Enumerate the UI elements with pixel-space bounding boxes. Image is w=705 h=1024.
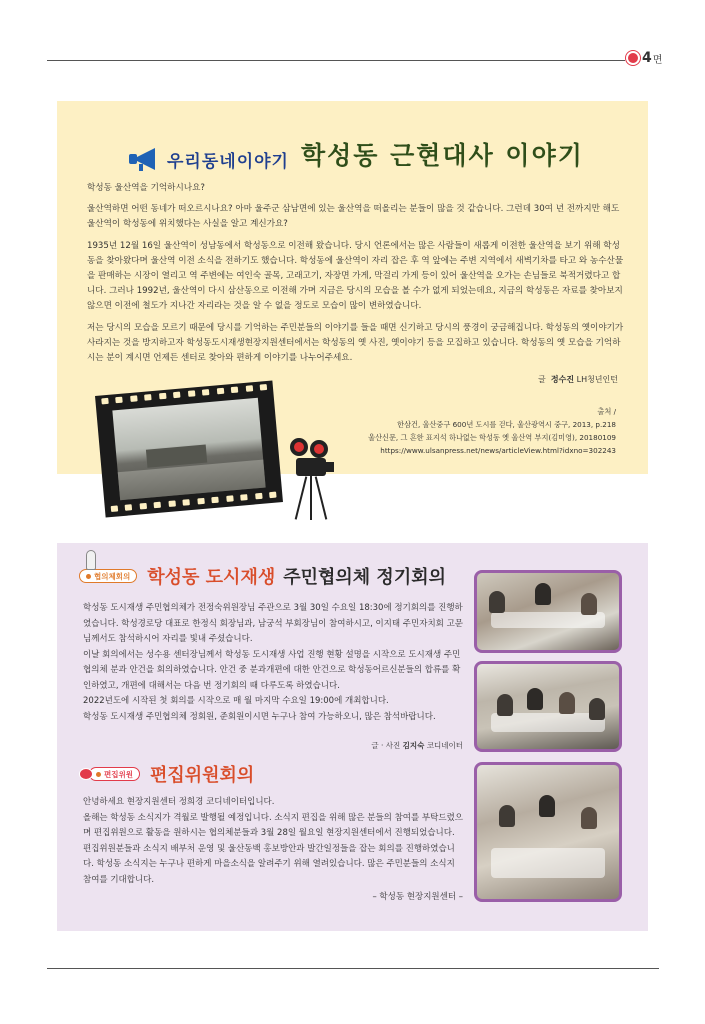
paragraph: 1935년 12월 16일 울산역이 성남동에서 학성동으로 이전해 왔습니다. 당시 언론에서는 많은 사람들이 새롭게 이전한 울산역을 보기 위해 학성동을 찾아왔다며 울산역 이전 소식을 전하기도 했습니다. 학성동에 울산역이 자리 잡은 후 역 앞에는 주변 지역에서 새벽기차를 타고 와 농수산물을 판매하는 시장이 열리고 역 주변에는 여인숙 골목, 고래고기, 자장면 가게, 막걸리 가게 등이 있어 울산역을 오가는 손님들로 북적거렸다고 합니다. 그러나 1992년, 울산역이 다시 삼산동으로 이전해 가며 지금은 당시의 모습을 볼 수가 없게 되었는데요, 지금의 학성동은 자료를 찾아보지 않으면 이전에 철도가 지나간 자리라는 것을 알 수 없을 정도로 모습이 많이 변하였습니다.: [87, 240, 624, 312]
editorial-signature: – 학성동 현장지원센터 –: [372, 892, 463, 902]
old-station-photo: [112, 398, 265, 500]
projector-icon: [288, 438, 338, 520]
paragraph: 2022년도에 시작된 첫 회의를 시작으로 매 월 마지막 수요일 19:00에 개최합니다.: [83, 696, 389, 706]
author-credit: [538, 374, 618, 385]
author-name: 김지숙: [402, 741, 425, 750]
source-title: 출처 /: [597, 407, 616, 416]
paragraph: 올해는 학성동 소식지가 격월로 발행될 예정입니다. 소식지 편집을 위해 많은 분들의 참여를 부탁드렸으며 편집위원으로 활동을 원하시는 협의체분들과 3월 28일 월요일 현장지원센터에서 진행되었습니다. 편집위원분들과 소식지 배부처 운영 및 울산동백 홍보방안과 발간일정들을 잡는 회의를 진행하였습니다. 학성동 소식지는 누구나 편하게 마을소식을 알려주기 위해 열려있습니다. 많은 주민분들의 소식지 참여를 기대합니다.: [83, 812, 463, 885]
paragraph: 안녕하세요 현장지원센터 정희경 코디네이터입니다.: [83, 797, 275, 807]
editorial-body: [83, 795, 463, 888]
page-number-unit: 면: [652, 54, 663, 66]
category-badge: [79, 569, 137, 583]
section-kicker: 우리동네이야기: [167, 152, 289, 172]
author-prefix: 글 · 사진: [371, 741, 401, 750]
mascot-icon: [626, 51, 640, 65]
category-badge: [89, 767, 140, 781]
footer-rule: [47, 968, 659, 969]
editorial-heading: [79, 761, 254, 787]
meeting-heading: [79, 563, 446, 589]
badge-label: 협의체회의: [94, 571, 131, 581]
source-line: 한삼건, 울산중구 600년 도시를 걷다, 울산광역시 중구, 2013, p.218: [397, 420, 616, 429]
meeting-body: [83, 601, 463, 725]
paragraph: 저는 당시의 모습을 모르기 때문에 당시를 기억하는 주민분들의 이야기를 들을 때면 신기하고 당시의 풍경이 궁금해집니다. 학성동의 옛이야기가 사라지는 것을 방지하고자 학성동도시재생현장지원센터에서는 학성동의 옛 사진, 옛이야기 등을 모집하고 있습니다. 학성동의 옛 모습을 기억하시는 분이 계시면 언제든 센터로 찾아와 편하게 이야기를 나누어주세요.: [87, 322, 624, 364]
author-role: LH청년인턴: [576, 375, 618, 384]
paragraph: 학성동 도시재생 주민협의체가 전정숙위원장님 주관으로 3월 30일 수요일 18:30에 정기회의를 진행하였습니다. 학성경로당 대표로 한정식 회장님과, 남궁석 부회장님이 참여하시고, 이지태 주민자치회 고문님께서도 참석하시어 자리를 빛내 주셨습니다.: [83, 603, 463, 644]
meeting-title-b: 주민협의체 정기회의: [283, 567, 446, 588]
page-number: [626, 50, 662, 66]
article-body: [87, 181, 627, 372]
author-role: 코디네이터: [426, 741, 463, 750]
badge-label: 편집위원: [104, 769, 133, 779]
author-prefix: 글: [538, 375, 546, 384]
meeting-title-a: 학성동 도시재생: [147, 567, 276, 588]
paragraph: 학성동 울산역을 기억하시나요?: [87, 183, 205, 193]
film-strip-image: [95, 380, 283, 517]
mascot-figure-icon: [86, 550, 96, 570]
megaphone-icon: [127, 146, 159, 172]
paragraph: 학성동 도시재생 주민협의체 정회원, 준회원이시면 누구나 참여 가능하오니, 많은 참석바랍니다.: [83, 711, 436, 722]
author-name: 정수진: [550, 375, 575, 384]
source-link[interactable]: https://www.ulsanpress.net/news/articleView.html?idxno=302243: [380, 446, 616, 455]
mascot-icon: [79, 768, 93, 780]
header-rule: [47, 60, 625, 61]
meeting-photo-1: [474, 570, 622, 653]
editorial-title: 편집위원회의: [149, 765, 255, 786]
section-heading: [127, 136, 584, 172]
paragraph: 울산역하면 어떤 동네가 떠오르시나요? 아마 울주군 삼남면에 있는 울산역을 떠올리는 분들이 많을 것 같습니다. 그런데 30여 년 전까지만 해도 울산역이 학성동에 위치했다는 사실을 알고 계신가요?: [87, 204, 620, 230]
meeting-photo-2: [474, 661, 622, 752]
source-line: 울산신문, 그 흔한 표지석 하나없는 학성동 옛 울산역 부지(김미영), 20180109: [368, 433, 616, 442]
editorial-meeting-photo: [474, 762, 622, 902]
meeting-author-credit: [357, 740, 463, 751]
page-number-value: 4: [642, 50, 652, 66]
section-title: 학성동 근현대사 이야기: [300, 141, 584, 170]
paragraph: 이날 회의에서는 성수용 센터장님께서 학성동 도시재생 사업 진행 현황 설명을 시작으로 도시재생 주민협의체 분과 안건을 회의하였습니다. 안건 중 분과개편에 대한 안건으로 학성동어르신분들의 합류를 확인하였고, 개편에 대해서는 다음 번 정기회의 때 다루도록 하였습니다.: [83, 649, 461, 691]
